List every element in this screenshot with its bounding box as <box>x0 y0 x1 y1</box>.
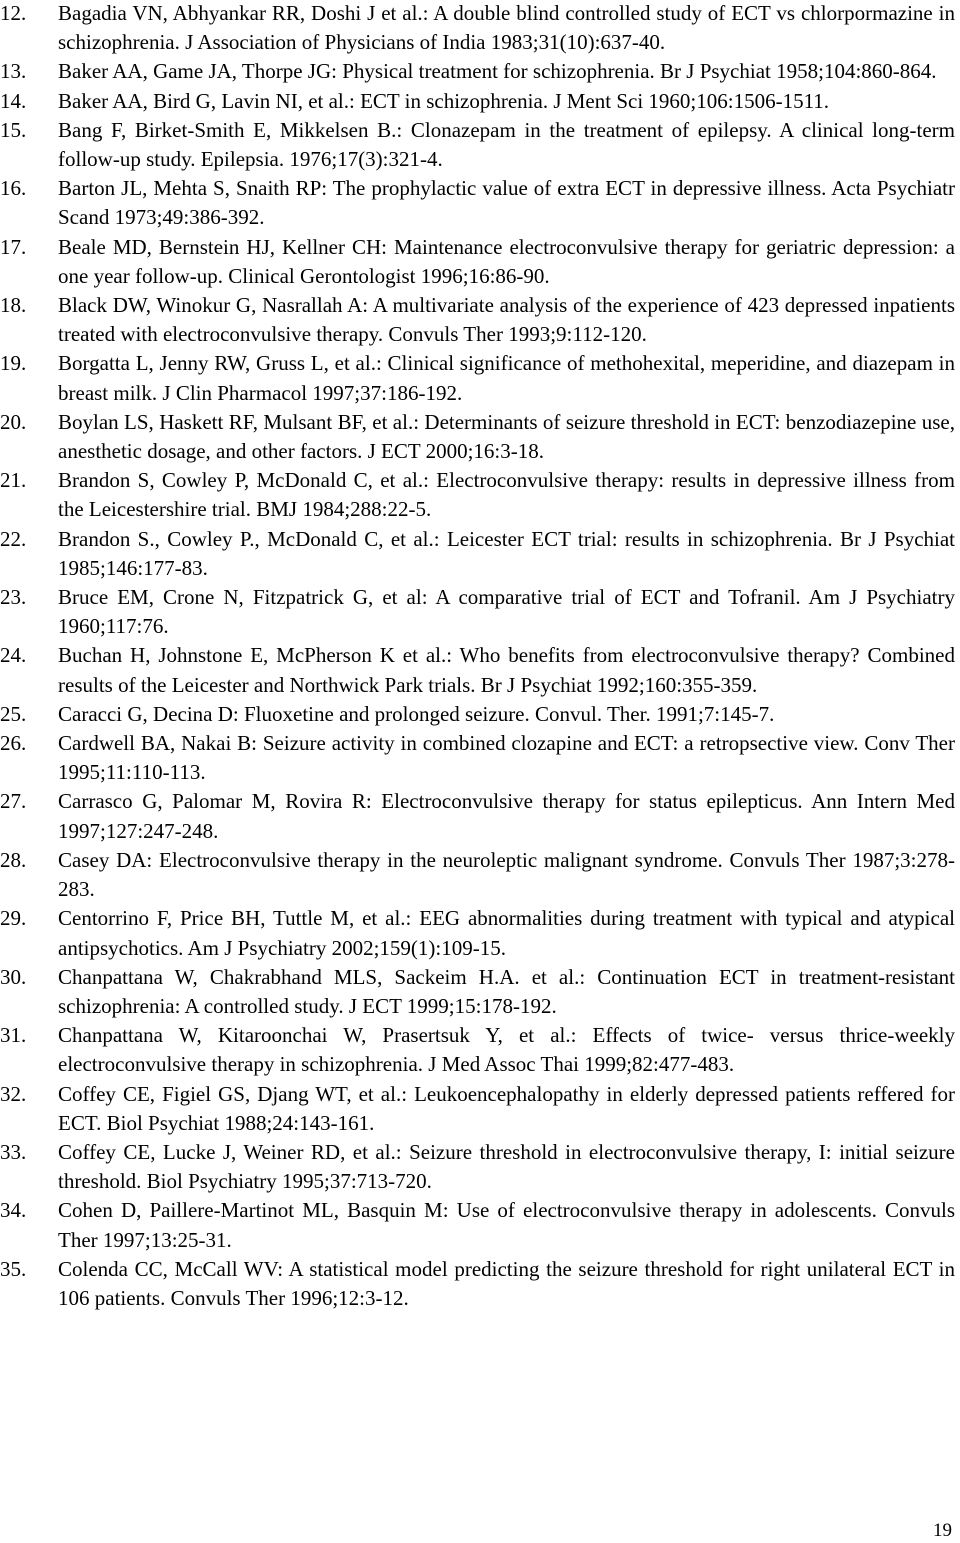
reference-text: Brandon S., Cowley P., McDonald C, et al.: Leicester ECT trial: results in schizophrenia. Br J Psychiat 1985;146:177-83. <box>58 526 955 580</box>
reference-item <box>0 57 955 86</box>
reference-text: Black DW, Winokur G, Nasrallah A: A multivariate analysis of the experience of 423 depressed inpatients treated with electroconvulsive therapy. Convuls Ther 1993;9:112-120. <box>58 293 955 347</box>
reference-text: Baker AA, Bird G, Lavin NI, et al.: ECT in schizophrenia. J Ment Sci 1960;106:1506-1511. <box>58 88 830 113</box>
reference-text: Cohen D, Paillere-Martinot ML, Basquin M: Use of electroconvulsive therapy in adolescents. Convuls Ther 1997;13:25-31. <box>58 1198 955 1252</box>
reference-number: 34. <box>0 1198 27 1223</box>
reference-item <box>0 1021 955 1079</box>
reference-text: Coffey CE, Figiel GS, Djang WT, et al.: Leukoencephalopathy in elderly depressed patients reffered for ECT. Biol Psychiat 1988;24:143-161. <box>58 1081 955 1135</box>
reference-text: Chanpattana W, Chakrabhand MLS, Sackeim H.A. et al.: Continuation ECT in treatment-resistant schizophrenia: A controlled study. J ECT 1999;15:178-192. <box>58 964 955 1018</box>
reference-number: 15. <box>0 117 27 142</box>
reference-number: 35. <box>0 1256 27 1281</box>
reference-item <box>0 904 955 962</box>
reference-number: 18. <box>0 293 27 318</box>
reference-item <box>0 729 955 787</box>
reference-number: 20. <box>0 409 27 434</box>
reference-number: 31. <box>0 1023 27 1048</box>
reference-item <box>0 116 955 174</box>
reference-number: 21. <box>0 468 27 493</box>
reference-text: Chanpattana W, Kitaroonchai W, Prasertsuk Y, et al.: Effects of twice- versus thrice-weekly electroconvulsive therapy in schizophrenia. J Med Assoc Thai 1999;82:477-483. <box>58 1023 955 1077</box>
reference-text: Buchan H, Johnstone E, McPherson K et al.: Who benefits from electroconvulsive therapy? Combined results of the Leicester and Northwick Park trials. Br J Psychiat 1992;160:355-359. <box>58 643 955 697</box>
reference-number: 12. <box>0 1 27 25</box>
reference-text: Caracci G, Decina D: Fluoxetine and prolonged seizure. Convul. Ther. 1991;7:145-7. <box>58 701 775 726</box>
reference-number: 16. <box>0 176 27 201</box>
reference-number: 14. <box>0 88 27 113</box>
reference-text: Cardwell BA, Nakai B: Seizure activity in combined clozapine and ECT: a retropsective view. Conv Ther 1995;11:110-113. <box>58 731 955 785</box>
reference-item <box>0 846 955 904</box>
reference-number: 17. <box>0 234 27 259</box>
reference-text: Bagadia VN, Abhyankar RR, Doshi J et al.: A double blind controlled study of ECT vs chlorpormazine in schizophrenia. J Association of Physicians of India 1983;31(10):637-40. <box>58 1 955 55</box>
reference-text: Bang F, Birket-Smith E, Mikkelsen B.: Clonazepam in the treatment of epilepsy. A clinical long-term follow-up study. Epilepsia. 1976;17(3):321-4. <box>58 117 955 172</box>
reference-number: 13. <box>0 59 27 84</box>
reference-item <box>0 525 955 583</box>
reference-number: 22. <box>0 526 27 551</box>
reference-number: 24. <box>0 643 27 668</box>
reference-item <box>0 87 955 116</box>
reference-item <box>0 963 955 1021</box>
reference-text: Colenda CC, McCall WV: A statistical model predicting the seizure threshold for right unilateral ECT in 106 patients. Convuls Ther 1996;12:3-12. <box>58 1256 955 1310</box>
reference-item <box>0 291 955 349</box>
page-number: 19 <box>933 1520 952 1541</box>
reference-text: Brandon S, Cowley P, McDonald C, et al.: Electroconvulsive therapy: results in depressive illness from the Leicestershire trial. BMJ 1984;288:22-5. <box>58 468 955 522</box>
reference-item <box>0 0 955 57</box>
reference-item <box>0 349 955 407</box>
reference-item <box>0 583 955 641</box>
reference-text: Bruce EM, Crone N, Fitzpatrick G, et al: A comparative trial of ECT and Tofranil. Am J Psychiatry 1960;117:76. <box>58 585 955 639</box>
reference-item <box>0 1080 955 1138</box>
reference-item <box>0 233 955 291</box>
reference-text: Centorrino F, Price BH, Tuttle M, et al.: EEG abnormalities during treatment with typical and atypical antipsychotics. Am J Psychiatry 2002;159(1):109-15. <box>58 906 955 960</box>
reference-item <box>0 700 955 729</box>
reference-number: 23. <box>0 585 27 610</box>
reference-item <box>0 466 955 524</box>
reference-text: Baker AA, Game JA, Thorpe JG: Physical treatment for schizophrenia. Br J Psychiat 1958;104:860-864. <box>58 59 937 84</box>
reference-text: Carrasco G, Palomar M, Rovira R: Electroconvulsive therapy for status epilepticus. Ann Intern Med 1997;127:247-248. <box>58 789 955 843</box>
reference-number: 27. <box>0 789 27 814</box>
reference-text: Boylan LS, Haskett RF, Mulsant BF, et al.: Determinants of seizure threshold in ECT: benzodiazepine use, anesthetic dosage, and other factors. J ECT 2000;16:3-18. <box>58 409 955 464</box>
reference-text: Casey DA: Electroconvulsive therapy in the neuroleptic malignant syndrome. Convuls Ther 1987;3:278-283. <box>58 847 955 902</box>
reference-item <box>0 641 955 699</box>
reference-text: Coffey CE, Lucke J, Weiner RD, et al.: Seizure threshold in electroconvulsive therapy, I: initial seizure threshold. Biol Psychiatry 1995;37:713-720. <box>58 1139 955 1194</box>
reference-number: 29. <box>0 906 27 931</box>
reference-item <box>0 1138 955 1196</box>
reference-number: 33. <box>0 1139 27 1164</box>
reference-item <box>0 1196 955 1254</box>
reference-number: 32. <box>0 1081 27 1106</box>
reference-number: 28. <box>0 847 27 872</box>
reference-number: 26. <box>0 731 27 756</box>
reference-item <box>0 408 955 466</box>
reference-number: 19. <box>0 351 27 376</box>
reference-text: Barton JL, Mehta S, Snaith RP: The prophylactic value of extra ECT in depressive illness. Acta Psychiatr Scand 1973;49:386-392. <box>58 176 955 230</box>
reference-text: Borgatta L, Jenny RW, Gruss L, et al.: Clinical significance of methohexital, meperidine, and diazepam in breast milk. J Clin Pharmacol 1997;37:186-192. <box>58 351 955 405</box>
reference-item <box>0 1255 955 1313</box>
reference-item <box>0 174 955 232</box>
reference-number: 30. <box>0 964 27 989</box>
reference-item <box>0 787 955 845</box>
reference-text: Beale MD, Bernstein HJ, Kellner CH: Maintenance electroconvulsive therapy for geriatric depression: a one year follow-up. Clinical Gerontologist 1996;16:86-90. <box>58 234 955 288</box>
reference-number: 25. <box>0 701 27 726</box>
